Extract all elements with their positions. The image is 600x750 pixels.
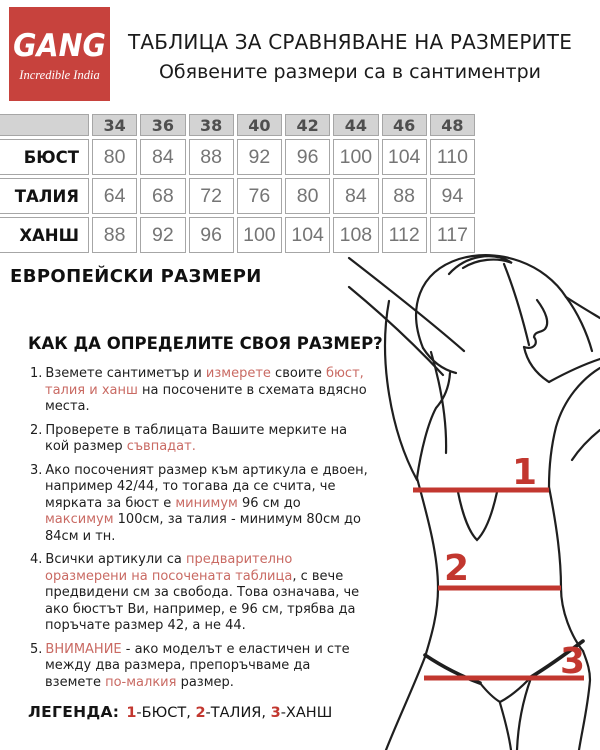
how-to-heading: КАК ДА ОПРЕДЕЛИТЕ СВОЯ РАЗМЕР? — [28, 334, 383, 353]
legend-text: -БЮСТ, — [136, 705, 196, 721]
right-arm-inner-line — [572, 430, 600, 460]
size-value-cell: 80 — [92, 139, 137, 175]
instruction-text: - ако моделът е еластичен и сте между два размера, препоръчваме да вземете — [45, 641, 350, 690]
size-table-row — [0, 217, 475, 253]
measurement-labels — [444, 452, 585, 682]
size-column-header: 42 — [285, 114, 330, 136]
size-value-cell: 92 — [140, 217, 185, 253]
instruction-text-highlight: максимум — [45, 512, 114, 527]
instruction-text-highlight: предварително оразмерени на посочената таблица — [45, 552, 293, 584]
instruction-item — [30, 552, 368, 635]
size-column-header: 34 — [92, 114, 137, 136]
size-value-cell: 84 — [140, 139, 185, 175]
brand-name: GANG — [13, 28, 106, 64]
size-column-header: 40 — [237, 114, 282, 136]
measure-row-label: ТАЛИЯ — [0, 178, 89, 214]
torso-right-line — [549, 487, 583, 651]
left-forearm-bottom-line — [349, 287, 443, 375]
instruction-text: размер. — [176, 674, 234, 690]
size-column-header: 48 — [430, 114, 475, 136]
instruction-text-highlight: измерете — [205, 366, 271, 381]
instruction-number: 5. — [30, 641, 43, 657]
left-leg-outer-line — [386, 657, 425, 750]
size-value-cell: 72 — [189, 178, 234, 214]
size-value-cell: 112 — [382, 217, 427, 253]
size-value-cell: 68 — [140, 178, 185, 214]
instruction-item — [30, 642, 368, 692]
size-value-cell: 100 — [237, 217, 282, 253]
instruction-item — [30, 463, 368, 546]
body-measurement-figure — [345, 250, 600, 750]
legend-number: 3 — [270, 705, 281, 721]
size-value-cell: 84 — [333, 178, 378, 214]
legend-text: -ХАНШ — [280, 705, 333, 721]
bust-label: 1 — [512, 452, 538, 493]
chin-neck-line — [524, 347, 549, 382]
size-column-header: 44 — [333, 114, 378, 136]
instruction-number: 3. — [30, 462, 43, 478]
size-comparison-table — [0, 111, 478, 256]
measure-row-label: ХАНШ — [0, 217, 89, 253]
size-value-cell: 108 — [333, 217, 378, 253]
size-table-corner-cell — [0, 114, 89, 136]
brand-tagline: Incredible India — [19, 68, 100, 82]
measure-row-label: БЮСТ — [0, 139, 89, 175]
page-title: ТАБЛИЦА ЗА СРАВНЯВАНЕ НА РАЗМЕРИТЕ — [127, 30, 573, 54]
size-column-header: 36 — [140, 114, 185, 136]
size-value-cell: 92 — [237, 139, 282, 175]
instruction-text: на посочените в схемата вдясно места. — [45, 382, 367, 414]
left-leg-inner-line — [500, 703, 511, 750]
instruction-text: Ако посоченият размер към артикула е двоен, например 42/44, то тогава да се счита, че мярката за бюст е — [45, 462, 368, 511]
right-shoulder-line — [549, 359, 600, 382]
size-value-cell: 64 — [92, 178, 137, 214]
size-value-cell: 104 — [382, 139, 427, 175]
hair-front-strand — [504, 264, 529, 345]
header — [116, 30, 584, 83]
torso-left-line — [417, 478, 438, 657]
size-value-cell: 88 — [382, 178, 427, 214]
size-value-cell: 100 — [333, 139, 378, 175]
size-table-header-row — [0, 114, 475, 136]
instruction-text: Вземете сантиметър и — [45, 366, 206, 381]
instruction-number: 2. — [30, 422, 43, 438]
size-value-cell: 104 — [285, 217, 330, 253]
legend-text: -ТАЛИЯ, — [205, 705, 271, 721]
size-column-header: 46 — [382, 114, 427, 136]
instruction-text-highlight: бюст, талия и ханш — [45, 366, 364, 398]
waist-label: 2 — [444, 548, 470, 589]
left-upper-arm-outer-line — [385, 301, 417, 480]
legend-number: 1 — [126, 705, 137, 721]
size-value-cell: 96 — [189, 217, 234, 253]
instruction-text: Проверете в таблицата Вашите мерките на кой размер — [45, 422, 348, 454]
instruction-text-highlight: съвпадат. — [126, 439, 196, 454]
instruction-text: 100см, за талия - минимум 80см до 84см и тн. — [45, 512, 361, 544]
size-value-cell: 80 — [285, 178, 330, 214]
right-arm-armpit-line — [549, 368, 600, 487]
instructions-list — [30, 366, 368, 698]
neckline-v — [458, 492, 497, 540]
size-value-cell: 94 — [430, 178, 475, 214]
bikini-bottom-curve — [480, 677, 531, 702]
legend-label: ЛЕГЕНДА: — [28, 703, 120, 721]
instruction-text-highlight: по-малкия — [105, 674, 177, 690]
size-table-row — [0, 139, 475, 175]
right-arm-top-line — [566, 297, 600, 318]
size-value-cell: 117 — [430, 217, 475, 253]
eu-sizes-heading: ЕВРОПЕЙСКИ РАЗМЕРИ — [10, 266, 262, 287]
instruction-number: 1. — [30, 366, 43, 381]
page-subtitle: Обявените размери са в сантиментри — [158, 61, 542, 83]
instruction-number: 4. — [30, 552, 43, 567]
instruction-text-highlight: минимум — [175, 495, 238, 511]
legend-number: 2 — [195, 705, 206, 721]
instruction-text: 96 см до — [237, 495, 301, 511]
instruction-text: , с вече предвидени см за свобода. Това означава, че ако бюстът Ви, например, е 96 см, трябва да поръчате размер 42, а не 44. — [45, 568, 360, 633]
instruction-text-highlight: ВНИМАНИЕ — [45, 641, 122, 657]
size-value-cell: 110 — [430, 139, 475, 175]
hip-label: 3 — [560, 641, 586, 682]
legend — [28, 703, 332, 721]
size-value-cell: 88 — [189, 139, 234, 175]
instruction-text: своите — [270, 366, 326, 381]
instruction-item — [30, 366, 368, 416]
instruction-item — [30, 423, 368, 456]
size-value-cell: 96 — [285, 139, 330, 175]
brand-logo — [9, 7, 110, 101]
hair-outline — [416, 255, 592, 351]
legend-items — [126, 705, 332, 721]
size-column-header: 38 — [189, 114, 234, 136]
size-table-row — [0, 178, 475, 214]
size-value-cell: 76 — [237, 178, 282, 214]
instruction-text: Всички артикули са — [45, 552, 186, 567]
size-value-cell: 88 — [92, 217, 137, 253]
